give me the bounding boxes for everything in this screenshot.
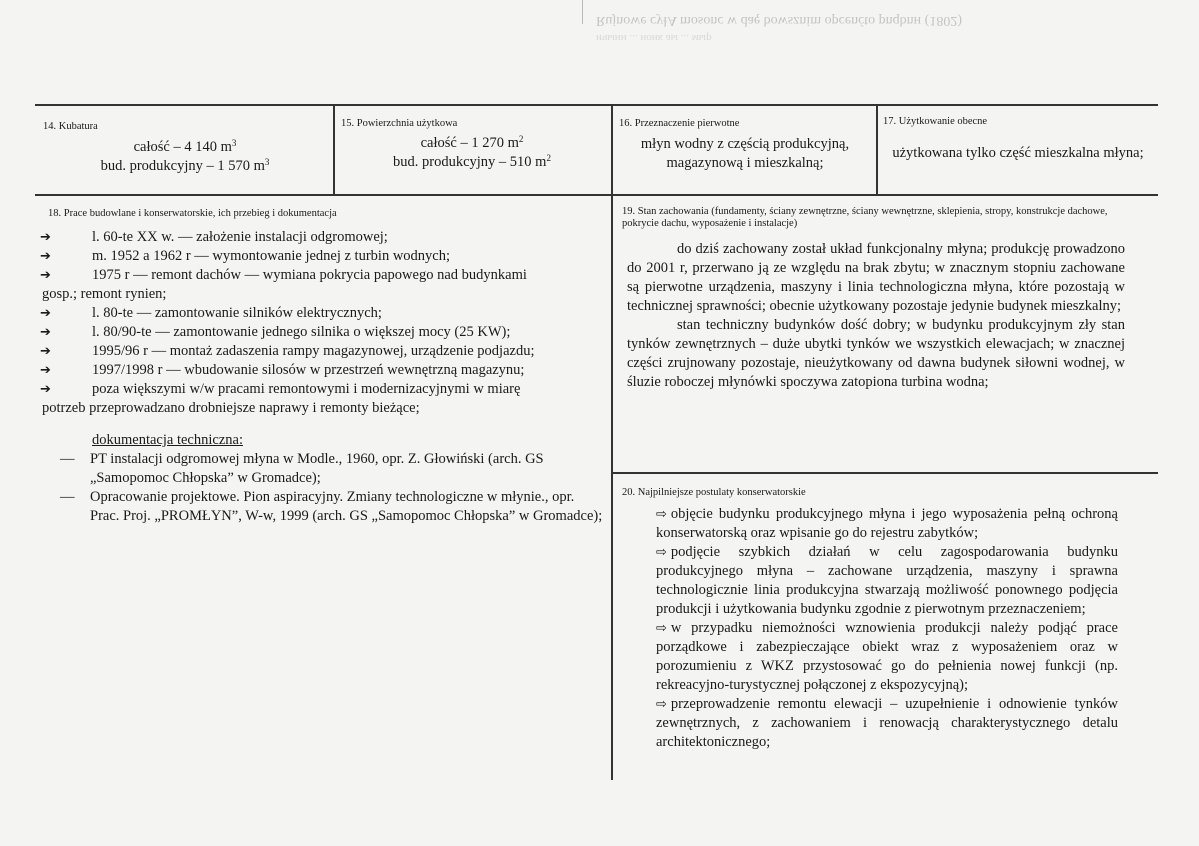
cell16-line2: magazynową i mieszkalną; [666, 155, 824, 171]
cell16-label: 16. Przeznaczenie pierwotne [619, 118, 740, 129]
works-item-text: poza większymi w/w pracami remontowymi i modernizacyjnymi w miarę [92, 381, 521, 397]
cell20-label: 20. Najpilniejsze postulaty konserwatorskie [622, 487, 806, 498]
cell14-production: bud. produkcyjny – 1 570 m [100, 158, 265, 174]
col-divider-center [611, 104, 613, 780]
works-list-item [40, 380, 600, 418]
documentation-list [60, 450, 605, 526]
postulate-item [656, 543, 1118, 619]
cell16-line1: młyn wodny z częścią produkcyjną, [640, 136, 850, 152]
cell14-line1 [40, 138, 330, 157]
works-list-item [40, 323, 600, 342]
dash-bullet: — [60, 489, 75, 505]
works-list-item [40, 304, 600, 323]
works-list-item [40, 361, 600, 380]
documentation-item [60, 450, 605, 488]
works-item-text: 1975 r — remont dachów — wymiana pokrycia papowego nad budynkami [92, 267, 527, 283]
works-item-continuation: potrzeb przeprowadzano drobniejsze naprawy i remonty bieżące; [42, 400, 420, 416]
postulate-item [656, 619, 1118, 695]
cell14-total: całość – 4 140 m [133, 139, 232, 155]
documentation-item-text: PT instalacji odgromowej młyna w Modle., 1960, opr. Z. Głowiński (arch. GS „Samopomoc Chłopska” w Gromadce); [90, 451, 544, 486]
row-divider [35, 194, 1158, 196]
condition-paragraph-2: stan techniczny budynków dość dobry; w budynku produkcyjnym zły stan tynków zewnętrznych – duże ubytki tynków we wszystkich elewacjach; w znacznej części zrujnowany pozostaje, nieużytkowany od dawna budynek siłowni wodnej, w śluzie roboczej młynówki spoczywa zatopiona turbina wodna; [627, 317, 1125, 390]
cell14-unit-sup: 3 [231, 138, 237, 148]
documentation-item-text: Opracowanie projektowe. Pion aspiracyjny. Zmiany technologiczne w młynie., opr. Prac. Proj. „PROMŁYN”, W-w, 1999 (arch. GS „Samopomoc Chłopska” w Gromadce); [90, 489, 603, 524]
circled-arrow-icon: ➔ [40, 363, 51, 378]
bleed-through-text: Rujnowe cyłA mosonc w daę bowsznim opcenćto pnqbnн (1802) [596, 13, 962, 28]
circled-arrow-icon: ➔ [40, 344, 51, 359]
cell15-production: bud. produkcyjny – 510 m [393, 154, 547, 170]
works-list [40, 228, 600, 418]
outline-arrow-right-icon: ⇨ [656, 621, 667, 636]
postulate-item [656, 695, 1118, 752]
circled-arrow-icon: ➔ [40, 325, 51, 340]
works-item-continuation: gosp.; remont rynien; [42, 286, 167, 302]
documentation-item [60, 488, 605, 526]
outline-arrow-right-icon: ⇨ [656, 507, 667, 522]
postulate-text: podjęcie szybkich działań w celu zagospodarowania budynku produkcyjnego młyna – zachowane urządzenia, maszyny i sprawna technologicznie linia produkcyjna stwarzają możliwość ponownego podjęcia produkcji i użytkowania budynku zgodnie z pierwotnym przeznaczeniem; [656, 544, 1118, 617]
works-item-text: l. 80/90-te — zamontowanie jednego silnika o większej mocy (25 KW); [92, 324, 511, 340]
cell15-unit-sup: 2 [518, 134, 524, 144]
works-item-text: l. 80-te — zamontowanie silników elektrycznych; [92, 305, 382, 321]
cell15-total: całość – 1 270 m [420, 135, 519, 151]
bleed-through-text-2: ичынн ... нонк аы ... мыр [596, 32, 712, 44]
works-item-text: m. 1952 a 1962 r — wymontowanie jednej z turbin wodnych; [92, 248, 451, 264]
postulate-item [656, 505, 1118, 543]
cell14-unit-sup-2: 3 [264, 157, 270, 167]
works-item-text: l. 60-te XX w. — założenie instalacji odgromowej; [92, 229, 388, 245]
cell17-label: 17. Użytkowanie obecne [883, 116, 988, 127]
cell15-label: 15. Powierzchnia użytkowa [341, 118, 458, 129]
works-item-text: 1995/96 r — montaż zadaszenia rampy magazynowej, urządzenie podjazdu; [92, 343, 535, 359]
condition-text [627, 240, 1125, 392]
cell19-label: 19. Stan zachowania (fundamenty, ściany zewnętrzne, ściany wewnętrzne, sklepienia, stropy, konstrukcje dachowe, pokrycie dachu, wyposażenie i instalacje) [622, 206, 1108, 229]
circled-arrow-icon: ➔ [40, 249, 51, 264]
cell17-value: użytkowana tylko część mieszkalna młyna; [892, 145, 1144, 161]
cell14-label: 14. Kubatura [43, 121, 98, 132]
postulates-list [656, 505, 1118, 752]
scan-mark [582, 0, 583, 24]
postulate-text: w przypadku niemożności wznowienia produkcji należy podjąć prace porządkowe i zabezpieczające obiekt wraz z wyposażeniem oraz w porozumieniu z WKZ przystosować go do pełnienia nowej funkcji (np. rekreacyjno-turystycznej połączonej z ekspozycyjną); [656, 620, 1118, 693]
table-top-border [35, 104, 1158, 106]
postulate-text: objęcie budynku produkcyjnego młyna i jego wyposażenia pełną ochroną konserwatorską oraz wpisanie go do rejestru zabytków; [656, 506, 1118, 541]
outline-arrow-right-icon: ⇨ [656, 697, 667, 712]
works-list-item [40, 266, 600, 304]
works-list-item [40, 342, 600, 361]
works-list-item [40, 247, 600, 266]
outline-arrow-right-icon: ⇨ [656, 545, 667, 560]
circled-arrow-icon: ➔ [40, 268, 51, 283]
works-item-text: 1997/1998 r — wbudowanie silosów w przestrzeń wewnętrzną magazynu; [92, 362, 525, 378]
cell15-value [336, 134, 608, 172]
condition-paragraph-1: do dziś zachowany został układ funkcjonalny młyna; produkcję prowadzono do 2001 r, przerwano ją ze względu na brak zbytu; w znacznym stopniu zachowane są pierwotne urządzenia, maszyny i linia technologiczna młyna, które pozostają w technicznej sprawności; obecnie użytkowany pozostaje jedynie budynek mieszkalny; [627, 241, 1125, 314]
cell15-line1 [336, 134, 608, 153]
cell14-line2 [40, 157, 330, 176]
cell19-20-divider [612, 472, 1158, 474]
cell16-value [614, 135, 876, 173]
cell15-unit-sup-2: 2 [546, 153, 551, 163]
cell15-line2 [336, 153, 608, 172]
cell18-label: 18. Prace budowlane i konserwatorskie, ich przebieg i dokumentacja [48, 208, 337, 219]
cell14-value [40, 138, 330, 176]
circled-arrow-icon: ➔ [40, 306, 51, 321]
circled-arrow-icon: ➔ [40, 382, 51, 397]
col-divider-1 [333, 104, 335, 195]
postulate-text: przeprowadzenie remontu elewacji – uzupełnienie i odnowienie tynków zewnętrznych, z zachowaniem i renowacją charakterystycznego detalu architektonicznego; [656, 696, 1118, 750]
dash-bullet: — [60, 451, 75, 467]
documentation-title: dokumentacja techniczna: [92, 432, 243, 448]
circled-arrow-icon: ➔ [40, 230, 51, 245]
works-list-item [40, 228, 600, 247]
